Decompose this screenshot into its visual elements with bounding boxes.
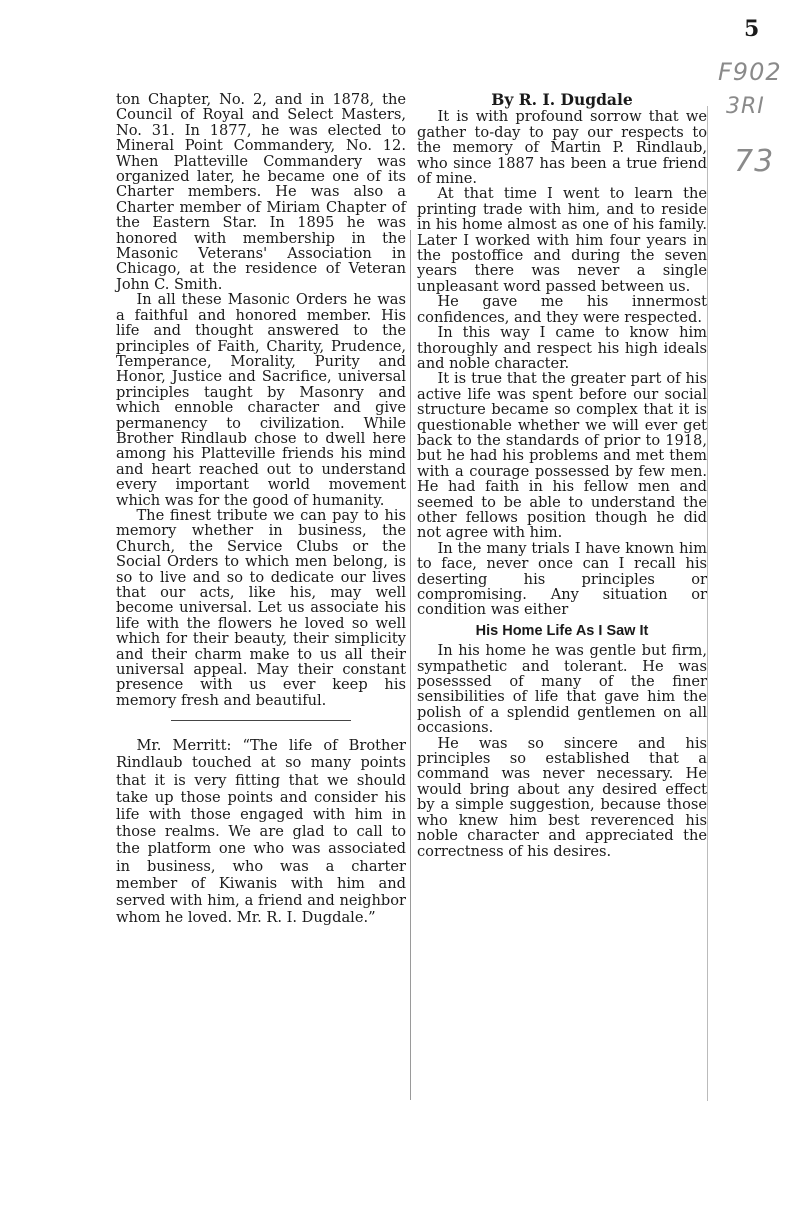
paragraph: In his home he was gentle but firm, sympathetic and tolerant. He was posesssed of many of the finer sensibilities of life that gave him the polish of a splendid gentlemen on all occasions. — [417, 642, 707, 737]
page-number: 5 — [744, 16, 760, 42]
section-divider — [171, 720, 351, 721]
margin-note: F902 — [718, 58, 782, 86]
margin-note: 3RI — [726, 94, 765, 119]
column-rule — [410, 230, 411, 1100]
paragraph: ton Chapter, No. 2, and in 1878, the Council of Royal and Select Masters, No. 31. In 1877, he was elected to Mineral Point Commandery, No. 12. When Platteville Commandery was organized later, he became one of its Charter members. He was also a Charter member of Miriam Chapter of the Eastern Star. In 1895 he was honored with membership in the Masonic Veterans' Association in Chicago, at the residence of Veteran John C. Smith. — [116, 91, 406, 293]
section-heading: His Home Life As I Saw It — [475, 622, 649, 639]
paragraph: It is true that the greater part of his active life was spent before our social structure became so complex that it is questionable whether we will ever get back to the standards of prior to 1918, but he had his problems and met them with a courage possessed by few men. He had faith in his fellow men and seemed to be able to understand the other fellows position though he did not agree with him. — [417, 370, 707, 542]
byline: By R. I. Dugdale — [491, 90, 633, 109]
merritt-introduction: Mr. Merritt: “The life of Brother Rindlaub touched at so many points that it is very fitting that we should take up those points and consider his life with those engaged with him in those realms. We are glad to call to the platform one who was associated in business, who was a charter member of Kiwanis with him and served with him, a friend and neighbor whom he loved. Mr. R. I. Dugdale.” — [116, 737, 406, 927]
paragraph: In the many trials I have known him to face, never once can I recall his deserting his principles or compromising. Any situation or condition was either — [417, 539, 707, 619]
paragraph: In this way I came to know him thoroughly and respect his high ideals and noble character. — [417, 324, 707, 372]
margin-note: 73 — [734, 144, 775, 179]
paragraph: At that time I went to learn the printing trade with him, and to reside in his home almost as one of his family. Later I worked with him four years in the postoffice and during the seven years there was never a single unpleasant word passed between us. — [417, 185, 707, 295]
paragraph: He gave me his innermost confidences, and they were respected. — [417, 293, 707, 326]
paragraph: In all these Masonic Orders he was a faithful and honored member. His life and thought answered to the principles of Faith, Charity, Prudence, Temperance, Morality, Purity and Honor, Justice and Sacrifice, universal principles taught by Masonry and which ennoble character and give permanency to civilization. While Brother Rindlaub chose to dwell here among his Platteville friends his mind and heart reached out to understand every important world movement which was for the good of humanity. — [116, 291, 406, 509]
paragraph: The finest tribute we can pay to his memory whether in business, the Church, the Service Clubs or the Social Orders to which men belong, is so to live and so to dedicate our lives that our acts, like his, may well become universal. Let us associate his life with the flowers he loved so well which for their beauty, their simplicity and their charm make to us all their universal appeal. May their constant presence with us ever keep his memory fresh and beautiful. — [116, 506, 406, 709]
paragraph: It is with profound sorrow that we gather to-day to pay our respects to the memory of Martin P. Rindlaub, who since 1887 has been a true friend of mine. — [417, 108, 707, 188]
left-column — [116, 92, 406, 926]
column-rule — [707, 106, 708, 1101]
right-column — [417, 92, 707, 859]
paragraph: He was so sincere and his principles so established that a command was never necessary. He would bring about any desired effect by a simple suggestion, because those who knew him best reverenced his noble character and appreciated the correctness of his desires. — [417, 734, 707, 860]
